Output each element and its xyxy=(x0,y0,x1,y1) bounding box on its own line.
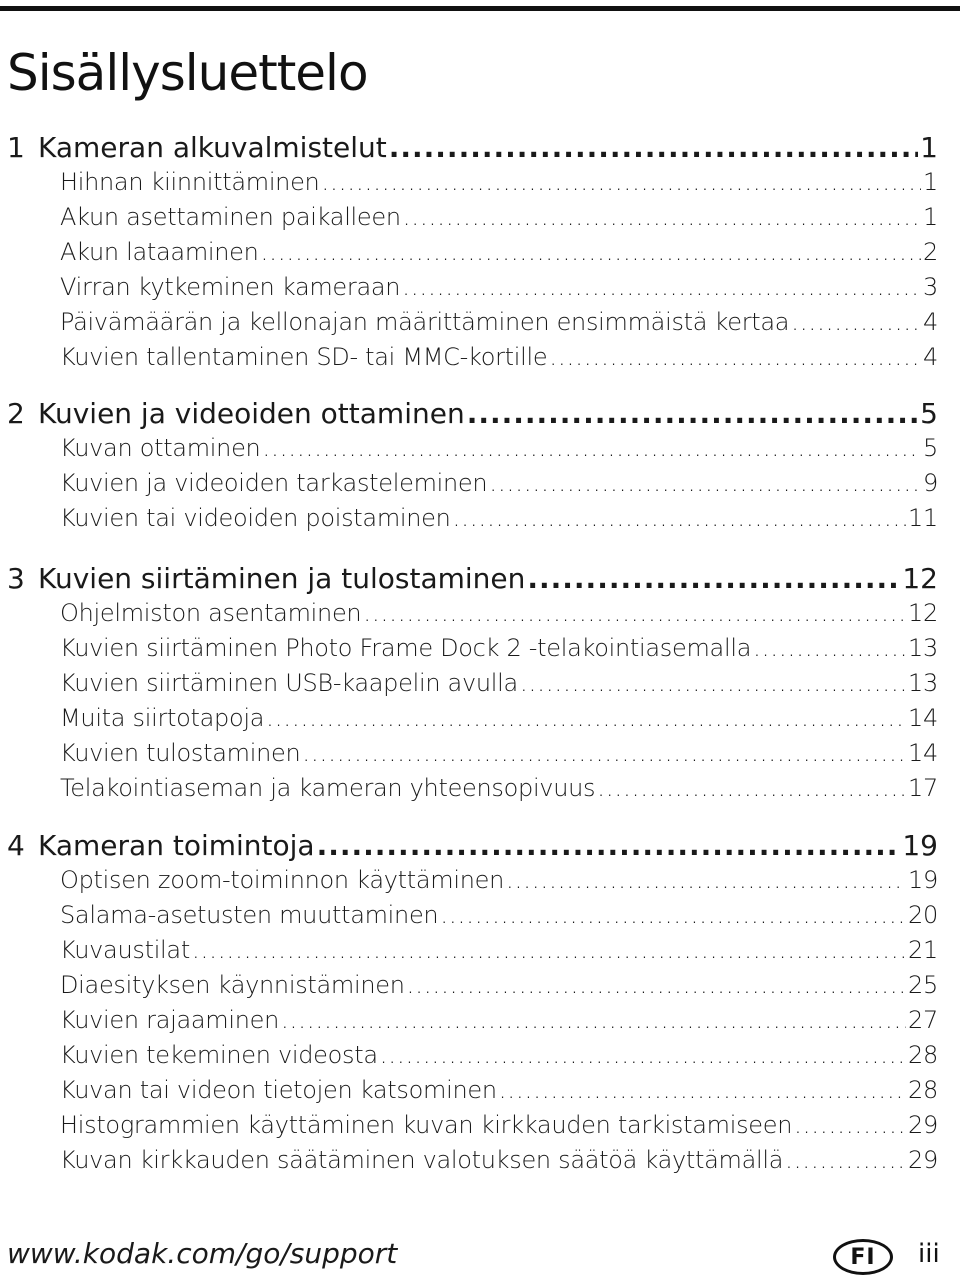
toc-entry[interactable] xyxy=(60,431,938,466)
top-rule xyxy=(0,6,960,11)
entry-title: Kuvan kirkkauden säätäminen valotuksen säätöä käyttämällä xyxy=(60,1146,784,1174)
dot-leader xyxy=(402,270,921,305)
dot-leader xyxy=(389,130,918,165)
entry-page: 1 xyxy=(923,168,938,196)
toc-entry[interactable] xyxy=(60,1073,938,1108)
toc-entry[interactable] xyxy=(60,666,938,701)
entry-title: Kuvien rajaaminen xyxy=(60,1006,280,1034)
entry-page: 11 xyxy=(908,504,938,532)
dot-leader xyxy=(794,1108,906,1143)
chapter-title: Kuvien siirtäminen ja tulostaminen xyxy=(38,562,526,595)
entry-title: Kuvien ja videoiden tarkasteleminen xyxy=(60,469,488,497)
dot-leader xyxy=(321,165,921,200)
entry-title: Virran kytkeminen kameraan xyxy=(60,273,401,301)
language-badge: FI xyxy=(833,1239,893,1275)
entry-page: 3 xyxy=(923,273,938,301)
entry-title: Päivämäärän ja kellonajan määrittäminen ensimmäistä kertaa xyxy=(60,308,790,336)
entry-title: Kuvien tallentaminen SD- tai MMC-kortille xyxy=(60,343,548,371)
entry-title: Telakointiaseman ja kameran yhteensopivuus xyxy=(60,774,596,802)
page-title: Sisällysluettelo xyxy=(7,44,368,102)
chapter-number: 1 xyxy=(7,131,25,164)
toc-entry[interactable] xyxy=(60,340,938,375)
toc-entry[interactable] xyxy=(60,165,938,200)
entry-page: 14 xyxy=(908,739,938,767)
toc-entry[interactable] xyxy=(60,1143,938,1178)
entry-title: Kuvan ottaminen xyxy=(60,434,261,462)
chapter-page: 12 xyxy=(902,562,938,595)
dot-leader xyxy=(499,1073,906,1108)
dot-leader xyxy=(597,771,906,806)
toc-entry[interactable] xyxy=(60,898,938,933)
page-number: iii xyxy=(918,1239,940,1269)
toc-entry[interactable] xyxy=(60,1038,938,1073)
toc-entry[interactable] xyxy=(60,466,938,501)
toc-chapter-2[interactable] xyxy=(7,396,938,431)
entry-page: 5 xyxy=(923,434,938,462)
dot-leader xyxy=(192,933,906,968)
chapter-page: 5 xyxy=(920,397,938,430)
entry-page: 21 xyxy=(908,936,938,964)
entry-page: 25 xyxy=(908,971,938,999)
dot-leader xyxy=(549,340,921,375)
entry-page: 19 xyxy=(908,866,938,894)
dot-leader xyxy=(527,561,900,596)
entry-title: Kuvaustilat xyxy=(60,936,190,964)
chapter-number: 2 xyxy=(7,397,25,430)
toc-entry[interactable] xyxy=(60,200,938,235)
toc-entry[interactable] xyxy=(60,701,938,736)
toc-entry[interactable] xyxy=(60,631,938,666)
entry-title: Kuvien siirtäminen USB-kaapelin avulla xyxy=(60,669,518,697)
toc-entry[interactable] xyxy=(60,933,938,968)
entry-page: 4 xyxy=(923,343,938,371)
entry-page: 28 xyxy=(908,1076,938,1104)
entry-title: Diaesityksen käynnistäminen xyxy=(60,971,405,999)
dot-leader xyxy=(403,200,921,235)
dot-leader xyxy=(281,1003,906,1038)
entry-page: 9 xyxy=(923,469,938,497)
entry-page: 13 xyxy=(908,634,938,662)
entry-page: 4 xyxy=(923,308,938,336)
chapter-page: 1 xyxy=(920,131,938,164)
entry-page: 13 xyxy=(908,669,938,697)
entry-title: Kuvien tai videoiden poistaminen xyxy=(60,504,451,532)
chapter-number: 4 xyxy=(7,829,25,862)
entry-title: Salama-asetusten muuttaminen xyxy=(60,901,439,929)
dot-leader xyxy=(440,898,906,933)
chapter-page: 19 xyxy=(902,829,938,862)
dot-leader xyxy=(753,631,906,666)
dot-leader xyxy=(520,666,906,701)
dot-leader xyxy=(791,305,921,340)
dot-leader xyxy=(506,863,906,898)
entry-title: Kuvien siirtäminen Photo Frame Dock 2 -telakointiasemalla xyxy=(60,634,752,662)
toc-entry[interactable] xyxy=(60,596,938,631)
chapter-title: Kameran toimintoja xyxy=(38,829,315,862)
entry-title: Kuvien tekeminen videosta xyxy=(60,1041,378,1069)
toc-entry[interactable] xyxy=(60,305,938,340)
toc-entry[interactable] xyxy=(60,1003,938,1038)
chapter-title: Kameran alkuvalmistelut xyxy=(38,131,387,164)
entry-page: 27 xyxy=(908,1006,938,1034)
entry-title: Kuvien tulostaminen xyxy=(60,739,301,767)
support-link[interactable]: www.kodak.com/go/support xyxy=(7,1237,398,1270)
toc-entry[interactable] xyxy=(60,771,938,806)
entry-page: 14 xyxy=(908,704,938,732)
dot-leader xyxy=(266,701,906,736)
entry-page: 17 xyxy=(908,774,938,802)
entry-page: 29 xyxy=(908,1146,938,1174)
chapter-title: Kuvien ja videoiden ottaminen xyxy=(38,397,465,430)
dot-leader xyxy=(302,736,906,771)
toc-entry[interactable] xyxy=(60,501,938,536)
dot-leader xyxy=(453,501,906,536)
entry-title: Akun lataaminen xyxy=(60,238,259,266)
entry-title: Hihnan kiinnittäminen xyxy=(60,168,320,196)
dot-leader xyxy=(785,1143,906,1178)
toc-chapter-4[interactable] xyxy=(7,828,938,863)
dot-leader xyxy=(380,1038,906,1073)
dot-leader xyxy=(467,396,918,431)
toc-entry[interactable] xyxy=(60,863,938,898)
chapter-number: 3 xyxy=(7,562,25,595)
entry-title: Optisen zoom-toiminnon käyttäminen xyxy=(60,866,505,894)
dot-leader xyxy=(407,968,906,1003)
toc-entry[interactable] xyxy=(60,270,938,305)
entry-page: 29 xyxy=(908,1111,938,1139)
toc-entry[interactable] xyxy=(60,968,938,1003)
entry-page: 2 xyxy=(923,238,938,266)
dot-leader xyxy=(317,828,901,863)
toc-chapter-3[interactable] xyxy=(7,561,938,596)
toc-entry[interactable] xyxy=(60,235,938,270)
toc-entry[interactable] xyxy=(60,736,938,771)
toc-entry[interactable] xyxy=(60,1108,938,1143)
entry-title: Kuvan tai videon tietojen katsominen xyxy=(60,1076,497,1104)
entry-title: Muita siirtotapoja xyxy=(60,704,265,732)
dot-leader xyxy=(489,466,921,501)
entry-page: 28 xyxy=(908,1041,938,1069)
toc-chapter-1[interactable] xyxy=(7,130,938,165)
dot-leader xyxy=(261,235,921,270)
entry-title: Ohjelmiston asentaminen xyxy=(60,599,362,627)
dot-leader xyxy=(363,596,906,631)
dot-leader xyxy=(262,431,921,466)
entry-page: 20 xyxy=(908,901,938,929)
entry-page: 12 xyxy=(908,599,938,627)
entry-title: Histogrammien käyttäminen kuvan kirkkauden tarkistamiseen xyxy=(60,1111,793,1139)
entry-title: Akun asettaminen paikalleen xyxy=(60,203,401,231)
entry-page: 1 xyxy=(923,203,938,231)
